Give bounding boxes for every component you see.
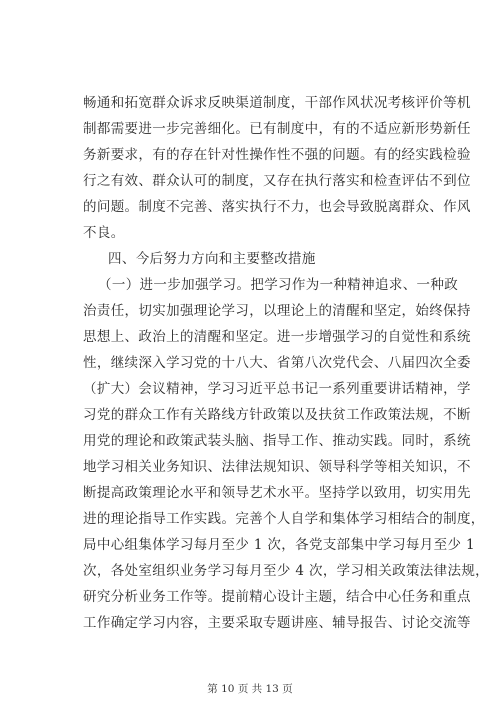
paragraph-line: 进的理论指导工作实践。完善个人自学和集体学习相结合的制度， <box>83 511 485 527</box>
paragraph-line: （扩大）会议精神，学习习近平总书记一系列重要讲话精神，学 <box>83 381 471 397</box>
paragraph-line: 用党的理论和政策武装头脑、指导工作、推动实践。同时，系统 <box>83 433 471 449</box>
section-heading: 四、今后努力方向和主要整改措施 <box>108 251 316 267</box>
paragraph-line: 务新要求，有的存在针对性操作性不强的问题。有的经实践检验 <box>83 147 471 163</box>
paragraph-line: 习党的群众工作有关路线方针政策以及扶贫工作政策法规，不断 <box>83 407 471 423</box>
page-number-footer: 第 10 页 共 13 页 <box>207 683 293 695</box>
paragraph-line: 行之有效、群众认可的制度，又存在执行落实和检查评估不到位 <box>83 173 471 189</box>
paragraph-line: 制都需要进一步完善细化。已有制度中，有的不适应新形势新任 <box>83 121 471 137</box>
paragraph-line: 局中心组集体学习每月至少 1 次，各党支部集中学习每月至少 1 <box>83 537 475 553</box>
paragraph-line: 工作确定学习内容，主要采取专题讲座、辅导报告、讨论交流等 <box>83 615 471 631</box>
paragraph-line: （一）进一步加强学习。把学习作为一种精神追求、一种政 <box>98 277 459 293</box>
paragraph-line: 的问题。制度不完善、落实执行不力，也会导致脱离群众、作风 <box>83 199 471 215</box>
paragraph-line: 次，各处室组织业务学习每月至少 4 次，学习相关政策法律法规， <box>83 563 490 579</box>
paragraph-line: 不良。 <box>83 225 125 241</box>
paragraph-line: 研究分析业务工作等。提前精心设计主题，结合中心任务和重点 <box>83 589 471 605</box>
paragraph-line: 地学习相关业务知识、法律法规知识、领导科学等相关知识，不 <box>83 459 471 475</box>
paragraph-line: 断提高政策理论水平和领导艺术水平。坚持学以致用，切实用先 <box>83 485 471 501</box>
paragraph-line: 思想上、政治上的清醒和坚定。进一步增强学习的自觉性和系统 <box>83 329 471 345</box>
paragraph-line: 性，继续深入学习党的十八大、省第八次党代会、八届四次全委 <box>83 355 471 371</box>
paragraph-line: 治责任，切实加强理论学习，以理论上的清醒和坚定，始终保持 <box>83 303 471 319</box>
paragraph-line: 畅通和拓宽群众诉求反映渠道制度，干部作风状况考核评价等机 <box>83 95 471 111</box>
